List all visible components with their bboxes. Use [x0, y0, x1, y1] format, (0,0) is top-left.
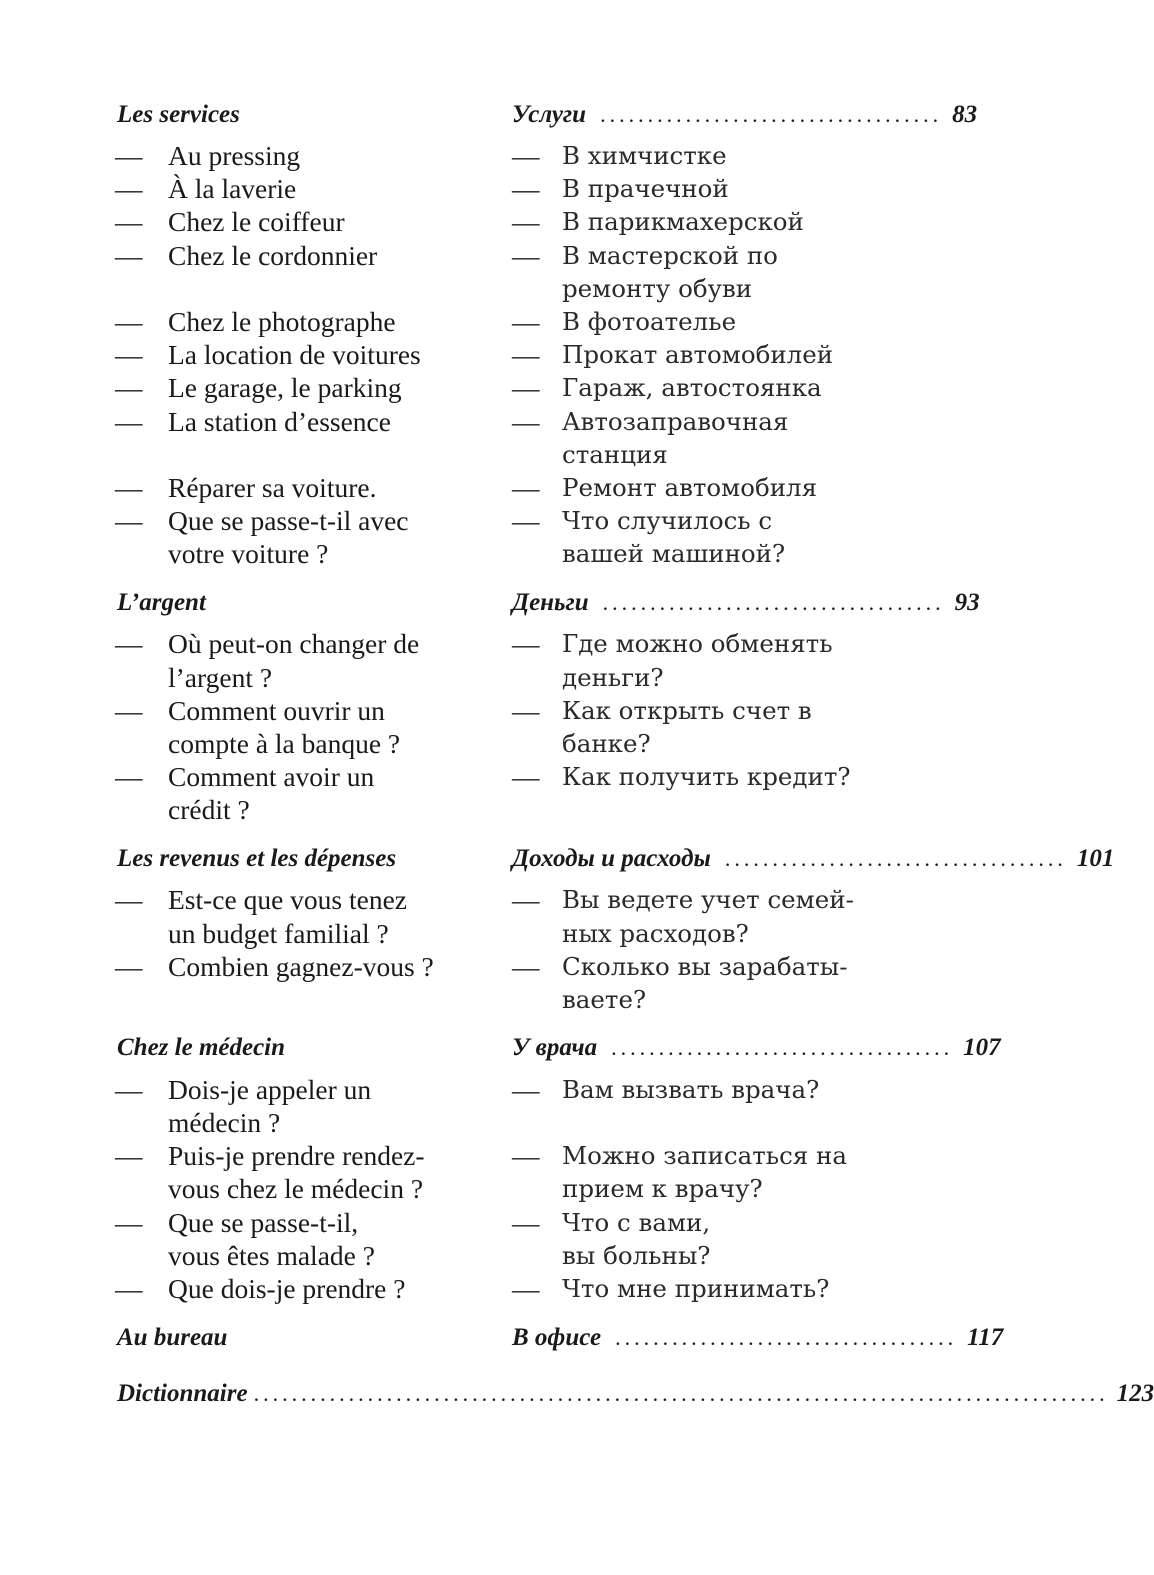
dash: — [512, 406, 540, 437]
entry-text: La station d’essence [168, 406, 391, 437]
entry-text: Вы ведете учет семей- [562, 885, 854, 914]
entry-text: Combien gagnez-vous ? [168, 951, 434, 982]
page-number: 123 [1116, 1380, 1154, 1407]
entry-text: La location de voitures [168, 339, 421, 370]
section-title-fr: Chez le médecin [117, 1034, 286, 1061]
dash: — [115, 406, 143, 437]
entry-text: вашей машиной? [562, 539, 786, 568]
entry-text: Гараж, автостоянка [562, 373, 822, 402]
entry-text: В прачечной [562, 174, 729, 203]
section-title-ru-text: Деньги [512, 589, 589, 616]
entry-text: В парикмахерской [562, 207, 804, 236]
entry-text: Chez le cordonnier [168, 240, 378, 271]
dash: — [115, 951, 143, 982]
dash: — [512, 1140, 540, 1171]
dash: — [512, 628, 540, 659]
entry-text: Ремонт автомобиля [562, 473, 818, 502]
entry-text: Que se passe-t-il avec [168, 505, 409, 536]
entry-text: Сколько вы зарабаты- [562, 952, 848, 981]
entry-text: ных расходов? [562, 919, 749, 948]
leader-dots: .................................... [600, 102, 943, 127]
entry-text: ваете? [562, 985, 647, 1014]
entry-text: ремонту обуви [562, 274, 753, 303]
entry-text: Dois-je appeler un [168, 1074, 372, 1105]
dash: — [512, 306, 540, 337]
dash: — [115, 240, 143, 271]
entry-text: Comment ouvrir un [168, 695, 385, 726]
entry-text: Comment avoir un [168, 761, 375, 792]
entry-text: В фотоателье [562, 307, 737, 336]
section-title-ru-text: В офисе [512, 1324, 602, 1351]
section-title-fr: Au bureau [117, 1324, 228, 1351]
entry-text: Что мне принимать? [562, 1274, 830, 1303]
dash: — [512, 140, 540, 171]
entry-text: Как получить кредит? [562, 762, 851, 791]
entry-text: votre voiture ? [168, 538, 329, 569]
page-number: 101 [1076, 845, 1115, 872]
section-title-ru [512, 1321, 1004, 1354]
entry-text: un budget familial ? [168, 918, 389, 949]
entry-text: вы больны? [562, 1241, 711, 1270]
dash: — [115, 1140, 143, 1171]
dictionary-title: Dictionnaire [117, 1380, 248, 1407]
entry-text: Est-ce que vous tenez [168, 884, 408, 915]
entry-text: В мастерской по [562, 241, 778, 270]
entry-text: Где можно обменять [562, 629, 833, 658]
dash: — [115, 761, 143, 792]
entry-text: Можно записаться на [562, 1141, 847, 1170]
dash: — [512, 761, 540, 792]
section-title-ru-text: Услуги [512, 101, 587, 128]
entry-text: l’argent ? [168, 662, 273, 693]
entry-text: Вам вызвать врача? [562, 1075, 820, 1104]
dictionary-entry [117, 1377, 1154, 1410]
dash: — [512, 206, 540, 237]
dash: — [512, 472, 540, 503]
entry-text: Que se passe-t-il, [168, 1207, 359, 1238]
dash: — [115, 695, 143, 726]
entry-text: Автозаправочная [562, 407, 789, 436]
dash: — [115, 884, 143, 915]
entry-text: Où peut-on changer de [168, 628, 420, 659]
dash: — [512, 1273, 540, 1304]
section-title-ru [512, 842, 1115, 875]
section-title-fr: Les services [117, 101, 240, 128]
dash: — [512, 695, 540, 726]
entry-text: Что случилось с [562, 506, 773, 535]
dash: — [512, 1074, 540, 1105]
entry-text: В химчистке [562, 141, 727, 170]
dash: — [512, 1207, 540, 1238]
dash: — [512, 339, 540, 370]
dash: — [115, 339, 143, 370]
entry-text: vous chez le médecin ? [168, 1173, 424, 1204]
section-title-ru [512, 586, 980, 619]
section-title-ru-text: Доходы и расходы [512, 845, 711, 872]
dash: — [115, 306, 143, 337]
entry-text: À la laverie [168, 173, 297, 204]
dash: — [512, 505, 540, 536]
dash: — [115, 1074, 143, 1105]
section-title-fr: Les revenus et les dépenses [117, 845, 397, 872]
entry-text: Le garage, le parking [168, 372, 402, 403]
entry-text: Au pressing [168, 140, 301, 171]
entry-text: банке? [562, 729, 651, 758]
dash: — [115, 1273, 143, 1304]
entry-text: vous êtes malade ? [168, 1240, 375, 1271]
entry-text: médecin ? [168, 1107, 281, 1138]
dash: — [115, 628, 143, 659]
dash: — [512, 884, 540, 915]
entry-text: прием к врачу? [562, 1174, 763, 1203]
dash: — [512, 951, 540, 982]
section-title-ru [512, 1031, 1001, 1064]
leader-dots: .................................... [602, 590, 945, 615]
section-title-ru [512, 98, 978, 131]
entry-text: Chez le coiffeur [168, 206, 345, 237]
entry-text: Как открыть счет в [562, 696, 812, 725]
leader-dots: .................................... [615, 1325, 958, 1350]
dash: — [512, 173, 540, 204]
entry-text: деньги? [562, 663, 664, 692]
dash: — [115, 206, 143, 237]
dash: — [512, 372, 540, 403]
leader-dots: .................................... [611, 1035, 954, 1060]
dash: — [115, 472, 143, 503]
page-number: 93 [954, 589, 980, 616]
dash: — [115, 372, 143, 403]
entry-text: compte à la banque ? [168, 728, 401, 759]
entry-text: Chez le photographe [168, 306, 396, 337]
page-number: 107 [963, 1034, 1001, 1061]
entry-text: Puis-je prendre rendez- [168, 1140, 425, 1171]
entry-text: crédit ? [168, 794, 250, 825]
section-title-fr: L’argent [117, 589, 206, 616]
entry-text: Réparer sa voiture. [168, 472, 377, 503]
section-title-ru-text: У врача [512, 1034, 598, 1061]
leader-dots: .......................................................................................... [253, 1381, 1109, 1406]
dash: — [512, 240, 540, 271]
dash: — [115, 173, 143, 204]
dash: — [115, 1207, 143, 1238]
page-number: 117 [967, 1324, 1004, 1351]
entry-text: Прокат автомобилей [562, 340, 834, 369]
entry-text: Que dois-je prendre ? [168, 1273, 406, 1304]
dash: — [115, 505, 143, 536]
dash: — [115, 140, 143, 171]
entry-text: станция [562, 440, 668, 469]
leader-dots: .................................... [724, 846, 1067, 871]
entry-text: Что с вами, [562, 1208, 711, 1237]
page-number: 83 [952, 101, 978, 128]
